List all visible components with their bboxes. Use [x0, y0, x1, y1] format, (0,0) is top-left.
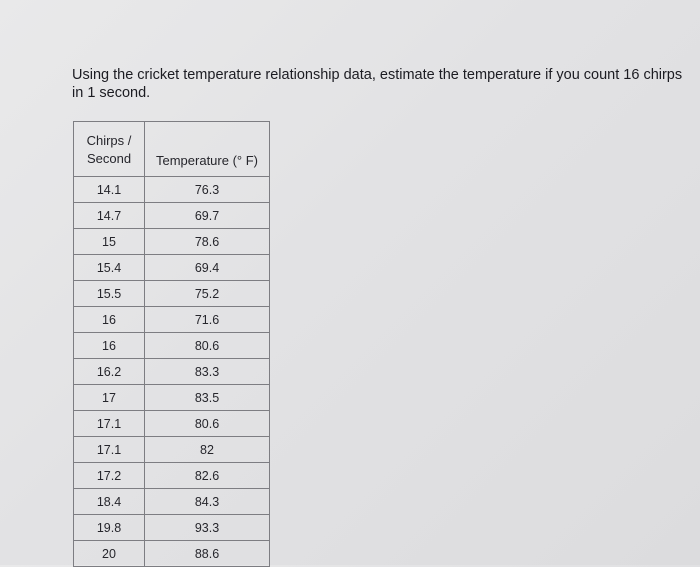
chirps-cell: 18.4 — [74, 489, 145, 515]
chirps-header — [74, 122, 145, 177]
table-row — [74, 411, 270, 437]
chirps-header-line1: Chirps / — [86, 133, 132, 148]
temperature-cell: 82 — [145, 437, 270, 463]
temperature-cell: 80.6 — [145, 411, 270, 437]
table-body — [74, 177, 270, 567]
table-row — [74, 203, 270, 229]
chirps-cell: 17.2 — [74, 463, 145, 489]
table-row — [74, 359, 270, 385]
table-row — [74, 463, 270, 489]
chirps-cell: 20 — [74, 541, 145, 567]
chirps-cell: 16.2 — [74, 359, 145, 385]
temperature-cell: 83.3 — [145, 359, 270, 385]
table-header-row — [74, 122, 270, 177]
chirps-cell: 17 — [74, 385, 145, 411]
table-row — [74, 515, 270, 541]
chirps-cell: 14.1 — [74, 177, 145, 203]
table-row — [74, 255, 270, 281]
table-row — [74, 281, 270, 307]
chirps-cell: 17.1 — [74, 437, 145, 463]
temperature-cell: 83.5 — [145, 385, 270, 411]
table-row — [74, 177, 270, 203]
table-row — [74, 385, 270, 411]
temperature-cell: 78.6 — [145, 229, 270, 255]
chirps-cell: 19.8 — [74, 515, 145, 541]
temperature-cell: 69.7 — [145, 203, 270, 229]
temperature-cell: 88.6 — [145, 541, 270, 567]
table-row — [74, 541, 270, 567]
question-text: Using the cricket temperature relationship data, estimate the temperature if you count 16 chirps in 1 second. — [72, 67, 683, 101]
table-row — [74, 489, 270, 515]
chirps-cell: 15.4 — [74, 255, 145, 281]
temperature-cell: 84.3 — [145, 489, 270, 515]
table-row — [74, 229, 270, 255]
temperature-cell: 82.6 — [145, 463, 270, 489]
table-row — [74, 307, 270, 333]
temperature-cell: 69.4 — [145, 255, 270, 281]
temperature-cell: 93.3 — [145, 515, 270, 541]
table-row — [74, 437, 270, 463]
chirps-cell: 17.1 — [74, 411, 145, 437]
temperature-cell: 80.6 — [145, 333, 270, 359]
temperature-cell: 76.3 — [145, 177, 270, 203]
temperature-cell: 75.2 — [145, 281, 270, 307]
chirps-cell: 16 — [74, 307, 145, 333]
temperature-header: Temperature (° F) — [145, 122, 270, 177]
chirps-cell: 16 — [74, 333, 145, 359]
table-row — [74, 333, 270, 359]
temperature-cell: 71.6 — [145, 307, 270, 333]
chirps-cell: 15.5 — [74, 281, 145, 307]
chirps-header-line2: Second — [86, 151, 132, 166]
chirps-cell: 14.7 — [74, 203, 145, 229]
cricket-data-table — [73, 121, 270, 567]
chirps-cell: 15 — [74, 229, 145, 255]
